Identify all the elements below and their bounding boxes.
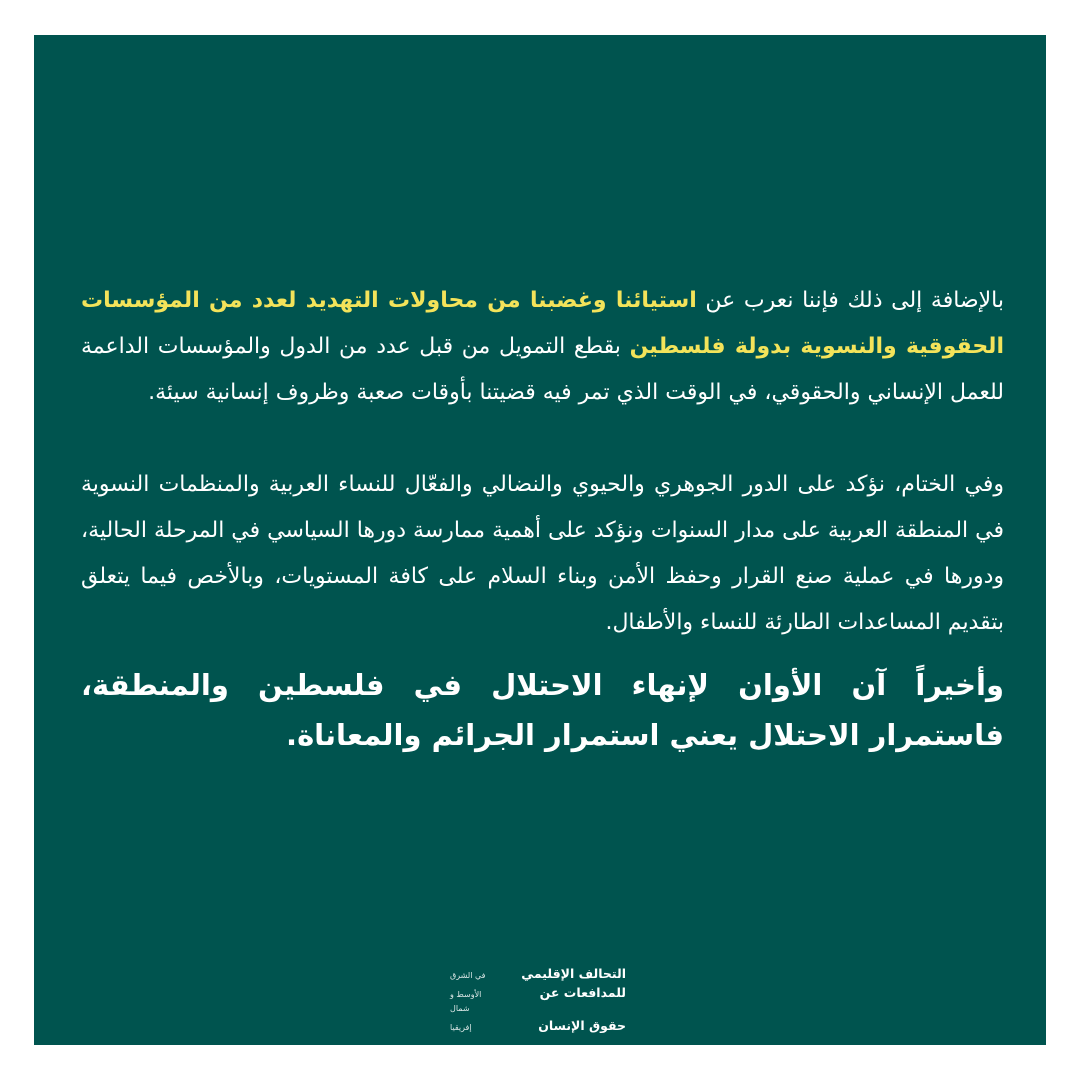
logo-line-4 bbox=[450, 1017, 626, 1034]
statement-body bbox=[81, 278, 1004, 760]
logo-main-text-1: التحالف الإقليمي bbox=[521, 966, 626, 981]
closing-statement: وأخيراً آن الأوان لإنهاء الاحتلال في فلسطين والمنطقة، فاستمرار الاحتلال يعني استمرار الجرائم والمعاناة. bbox=[81, 668, 1004, 752]
logo-sub-text-1: في الشرق bbox=[450, 971, 486, 980]
logo-line-3 bbox=[450, 1003, 626, 1015]
coalition-logo bbox=[450, 965, 626, 1034]
paragraph1-intro: بالإضافة إلى ذلك فإننا نعرب عن bbox=[696, 288, 1004, 313]
paragraph1-highlight: استيائنا وغضبنا من محاولات التهديد لعدد من المؤسسات الحقوقية والنسوية بدولة فلسطين bbox=[81, 288, 1004, 359]
logo-sub-text-2: الأوسط و bbox=[450, 990, 482, 999]
logo-main-text-4: حقوق الإنسان bbox=[538, 1018, 626, 1033]
paragraph-conclusion: وفي الختام، نؤكد على الدور الجوهري والحيوي والنضالي والفعّال للنساء العربية والمنظمات النسوية في المنطقة العربية على مدار السنوات ونؤكد على أهمية ممارسة دورها السياسي في المرحلة الحالية، ودورها في عملية صنع القرار وحفظ الأمن وبناء السلام على كافة المستويات، وبالأخص فيما يتعلق بتقديم المساعدات الطارئة للنساء والأطفال. bbox=[81, 472, 1004, 635]
statement-panel bbox=[34, 35, 1046, 1045]
logo-sub-text-3: شمال bbox=[450, 1004, 470, 1013]
paragraph1-rest: بقطع التمويل من قبل عدد من الدول والمؤسسات الداعمة للعمل الإنساني والحقوقي، في الوقت الذي تمر فيه قضيتنا بأوقات صعبة وظروف إنسانية سيئة. bbox=[81, 334, 1004, 405]
logo-line-2 bbox=[450, 984, 626, 1001]
logo-main-text-2: للمدافعات عن bbox=[539, 985, 626, 1000]
paragraph-funding-threats bbox=[81, 278, 1004, 416]
logo-sub-text-4: إفريقيا bbox=[450, 1023, 472, 1032]
logo-line-1 bbox=[450, 965, 626, 982]
